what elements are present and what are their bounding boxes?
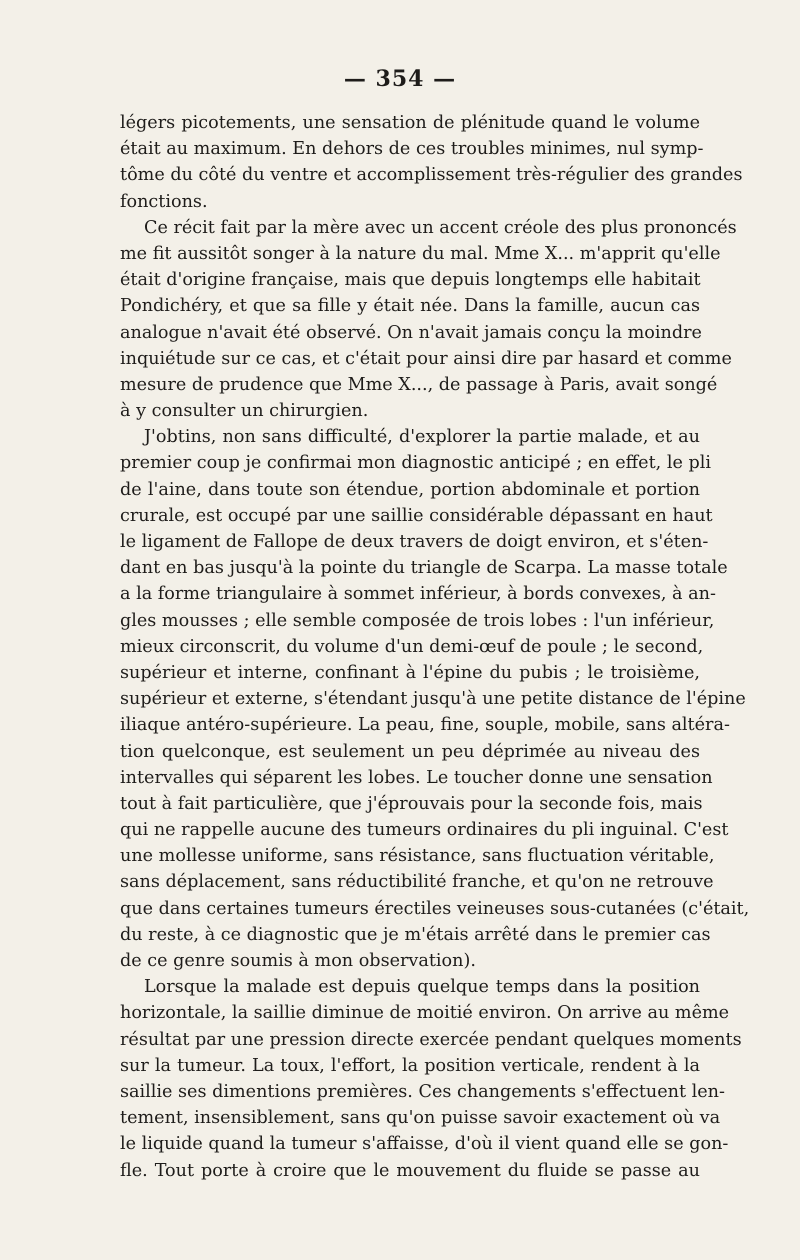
text-line: Ce récit fait par la mère avec un accent créole des plus prononcés [144, 217, 737, 238]
text-line: Lorsque la malade est depuis quelque temps dans la position [144, 977, 700, 998]
text-line: mesure de prudence que Mme X..., de passage à Paris, avait songé [120, 374, 718, 395]
text-line: intervalles qui séparent les lobes. Le toucher donne une sensation [120, 767, 713, 788]
text-line: premier coup je confirmai mon diagnostic anticipé ; en effet, le pli [120, 453, 711, 474]
text-line: de l'aine, dans toute son étendue, portion abdominale et portion [120, 479, 700, 500]
text-line: horizontale, la saillie diminue de moitié environ. On arrive au même [120, 1003, 730, 1024]
text-line: était d'origine française, mais que depuis longtemps elle habitait [120, 270, 701, 291]
text-line: supérieur et interne, confinant à l'épine du pubis ; le troisième, [120, 662, 700, 683]
text-line: de ce genre soumis à mon observation). [120, 951, 476, 971]
text-line: a la forme triangulaire à sommet inférieur, à bords convexes, à an- [120, 584, 716, 605]
text-line: fonctions. [120, 191, 208, 212]
text-line: sans déplacement, sans réductibilité franche, et qu'on ne retrouve [120, 872, 714, 893]
text-line: Pondichéry, et que sa fille y était née. Dans la famille, aucun cas [120, 296, 700, 317]
text-line: supérieur et externe, s'étendant jusqu'à une petite distance de l'épine [120, 689, 746, 710]
text-line: qui ne rappelle aucune des tumeurs ordinaires du pli inguinal. C'est [120, 820, 729, 841]
text-line: saillie ses dimentions premières. Ces changements s'effectuent len- [120, 1081, 725, 1102]
text-line: gles mousses ; elle semble composée de trois lobes : l'un inférieur, [120, 610, 715, 631]
text-line: fle. Tout porte à croire que le mouvement du fluide se passe au [120, 1160, 700, 1181]
body-text [120, 110, 750, 1184]
text-line: analogue n'avait été observé. On n'avait jamais conçu la moindre [120, 322, 702, 343]
text-line: du reste, à ce diagnostic que je m'étais arrêté dans le premier cas [120, 924, 711, 945]
text-line: iliaque antéro-supérieure. La peau, fine, souple, mobile, sans altéra- [120, 715, 730, 736]
text-line: que dans certaines tumeurs érectiles veineuses sous-cutanées (c'était, [120, 898, 750, 919]
text-line: J'obtins, non sans difficulté, d'explorer la partie malade, et au [144, 427, 700, 448]
text-line: le ligament de Fallope de deux travers de doigt environ, et s'éten- [120, 532, 709, 552]
text-line: à y consulter un chirurgien. [120, 401, 369, 422]
text-line: inquiétude sur ce cas, et c'était pour ainsi dire par hasard et comme [120, 348, 732, 369]
text-line: tement, insensiblement, sans qu'on puisse savoir exactement où va [120, 1108, 721, 1129]
text-line: légers picotements, une sensation de plénitude quand le volume [120, 113, 700, 133]
text-line: dant en bas jusqu'à la pointe du triangle de Scarpa. La masse totale [120, 558, 728, 579]
text-line: me fit aussitôt songer à la nature du mal. Mme X... m'apprit qu'elle [120, 243, 721, 264]
text-line: tion quelconque, est seulement un peu déprimée au niveau des [120, 741, 700, 762]
text-line: tôme du côté du ventre et accomplissement très-régulier des grandes [120, 165, 743, 186]
text-line: sur la tumeur. La toux, l'effort, la position verticale, rendent à la [120, 1055, 700, 1076]
text-line: crurale, est occupé par une saillie considérable dépassant en haut [120, 505, 713, 526]
text-line: le liquide quand la tumeur s'affaisse, d'où il vient quand elle se gon- [120, 1134, 729, 1155]
text-line: résultat par une pression directe exercée pendant quelques moments [120, 1029, 742, 1050]
page-number: — 354 — [343, 66, 457, 92]
text-line: tout à fait particulière, que j'éprouvais pour la seconde fois, mais [120, 793, 703, 814]
text-line: mieux circonscrit, du volume d'un demi-œuf de poule ; le second, [120, 636, 704, 657]
text-line: une mollesse uniforme, sans résistance, sans fluctuation véritable, [120, 846, 715, 867]
text-line: était au maximum. En dehors de ces troubles minimes, nul symp- [120, 139, 704, 160]
